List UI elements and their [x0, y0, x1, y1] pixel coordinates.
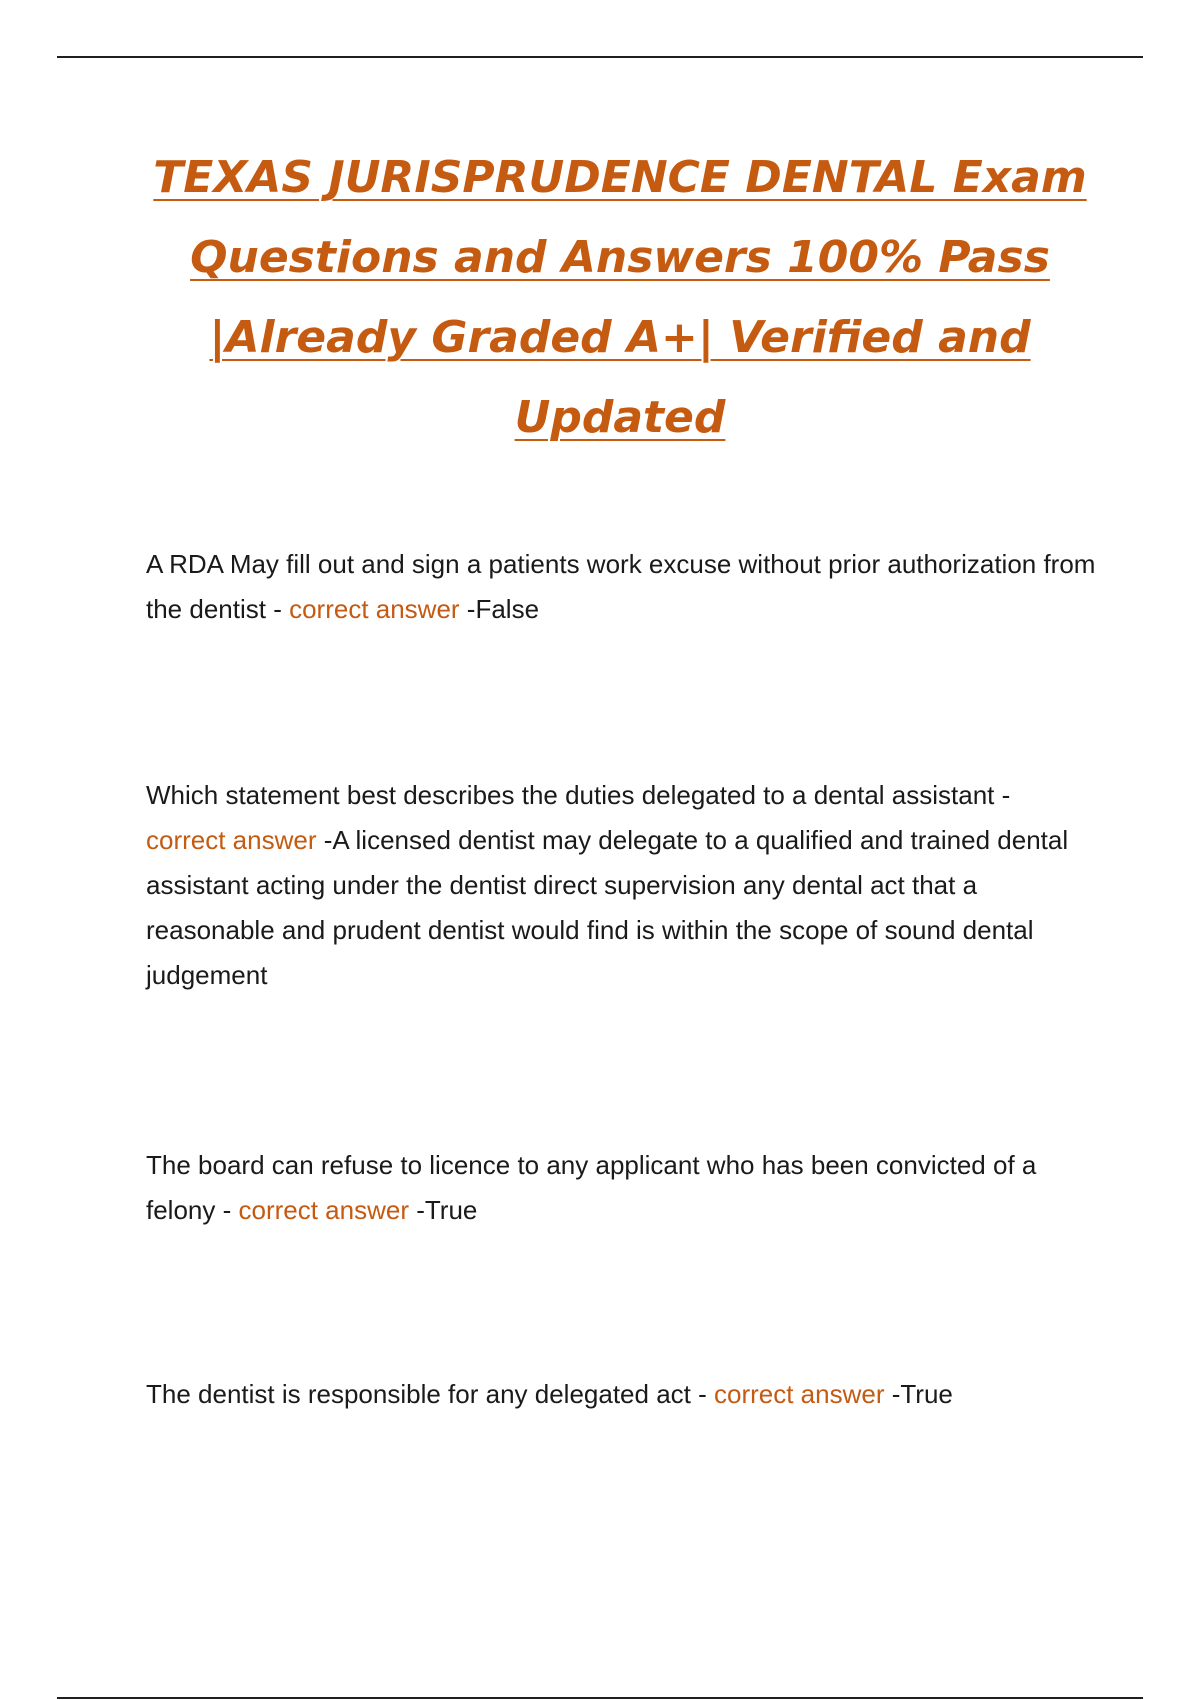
answer-text: -False	[459, 594, 540, 624]
answer-text: -True	[409, 1195, 478, 1225]
correct-answer-label: correct answer	[146, 825, 317, 855]
correct-answer-label: correct answer	[238, 1195, 409, 1225]
bottom-divider	[57, 1697, 1143, 1699]
title-line-2: Questions and Answers 100% Pass	[190, 232, 1050, 283]
qa-item	[146, 1372, 1096, 1417]
answer-text: -A licensed dentist may delegate to a qualified and trained dental assistant acting under the dentist direct supervision any dental act that a reasonable and prudent dentist would find is within the scope of sound dental judgement	[146, 825, 1069, 990]
document-title	[140, 138, 1100, 458]
correct-answer-label: correct answer	[289, 594, 460, 624]
answer-text: -True	[884, 1379, 953, 1409]
qa-item	[146, 773, 1096, 998]
question-text: The board can refuse to licence to any applicant who has been convicted of a felony -	[146, 1150, 1037, 1225]
qa-item	[146, 542, 1096, 632]
question-text: The dentist is responsible for any delegated act -	[146, 1379, 714, 1409]
title-line-3: |Already Graded A+| Verified and	[209, 312, 1031, 363]
title-line-4: Updated	[514, 392, 726, 443]
question-text: A RDA May fill out and sign a patients work excuse without prior authorization from the dentist -	[146, 549, 1096, 624]
question-text: Which statement best describes the duties delegated to a dental assistant -	[146, 780, 1011, 810]
title-line-1: TEXAS JURISPRUDENCE DENTAL Exam	[153, 152, 1087, 203]
correct-answer-label: correct answer	[714, 1379, 885, 1409]
top-divider	[57, 56, 1143, 58]
qa-item	[146, 1143, 1096, 1233]
